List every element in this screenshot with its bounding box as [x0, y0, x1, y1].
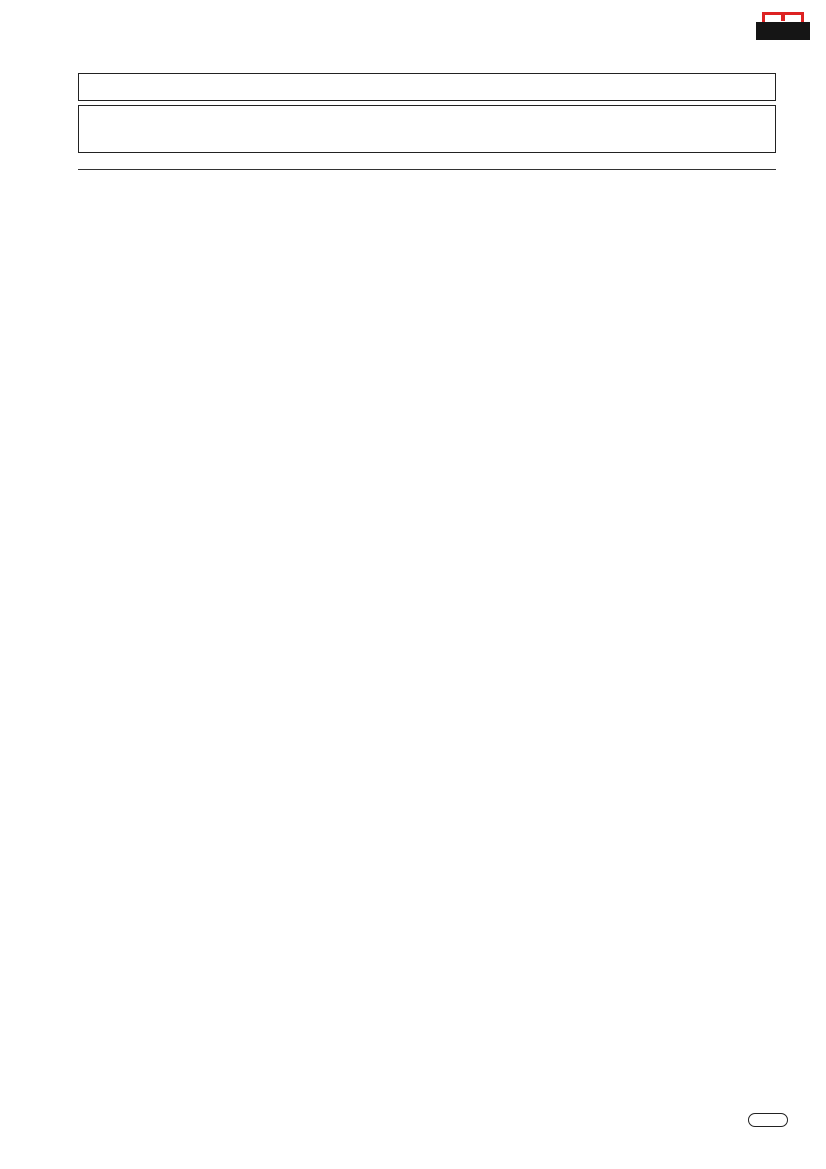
- kubik-zetor-logo: [752, 12, 814, 58]
- column-header-divider: [78, 169, 776, 170]
- model-box: [78, 73, 776, 101]
- logo-kubik-text: [756, 22, 810, 40]
- section-title: [78, 105, 776, 153]
- footer-zetor-logo: [748, 1113, 788, 1127]
